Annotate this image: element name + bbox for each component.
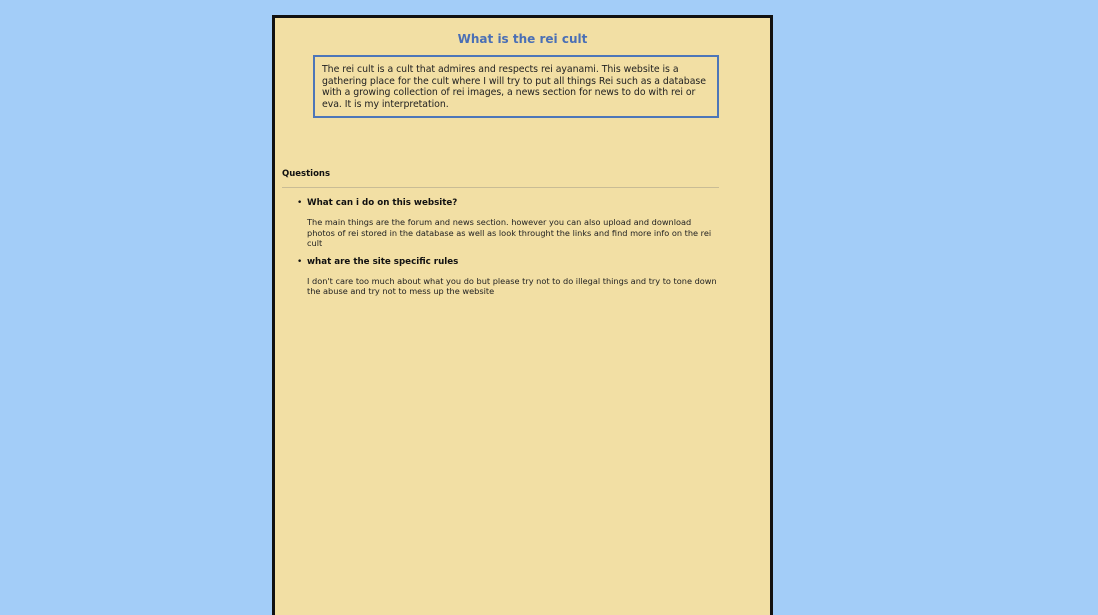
intro-text: The rei cult is a cult that admires and respects rei ayanami. This website is a gathering place for the cult where I will try to put all things Rei such as a database with a growing collection of rei images, a news section for news to do with rei or eva. It is my interpretation. [322,64,706,110]
faq-item [295,257,715,297]
intro-box [313,55,719,118]
divider [282,187,719,188]
questions-heading: Questions [282,169,331,179]
faq-list [295,198,715,305]
faq-answer: I don't care too much about what you do but please try not to do illegal things and try to tone down the abuse and try not to mess up the website [307,275,717,296]
bullet-icon: • [297,198,303,208]
bullet-icon: • [297,256,303,267]
faq-item [295,198,715,249]
faq-question: what are the site specific rules [307,256,459,267]
faq-answer: The main things are the forum and news section. however you can also upload and download photos of rei stored in the database as well as look throught the links and find more info on the rei cult [307,217,712,248]
faq-question: What can i do on this website? [307,198,458,208]
page-title: What is the rei cult [457,32,588,46]
content-page [272,15,773,615]
